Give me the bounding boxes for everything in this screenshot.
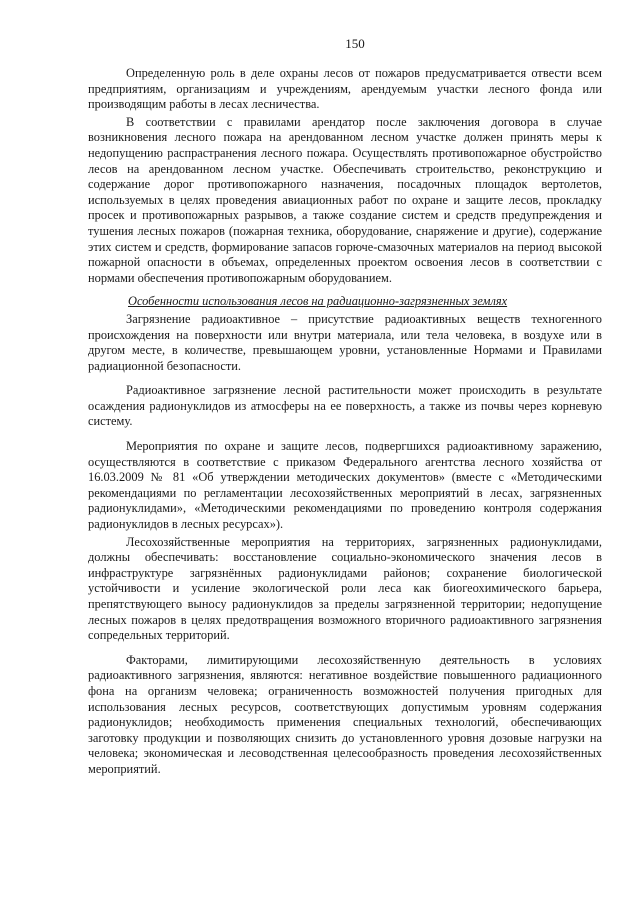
paragraph-contamination-sources: Радиоактивное загрязнение лесной растительности может происходить в результате осаждения радионуклидов из атмосферы на ее поверхность, а также из почвы через корневую систему. [88,383,602,429]
paragraph-limiting-factors: Факторами, лимитирующими лесохозяйственную деятельность в условиях радиоактивного загрязнения, являются: негативное воздействие повышенного радиационного фона на организм человека; ограниченность возможностей получения пригодных для использования лесных ресурсов, соответствующих допустимым уровням содержания радионуклидов; необходимость применения специальных технологий, обеспечивающих заготовку продукции и позволяющих снизить до установленного уровня дозовые нагрузки на человека; экономическая и лесоводственная целесообразность проведения лесохозяйственных мероприятий. [88,652,602,776]
paragraph-radioactive-definition: Загрязнение радиоактивное – присутствие радиоактивных веществ техногенного происхождения на поверхности или внутри материала, или тела человека, в воздухе или в другом месте, в количестве, превышающем уровни, установленные Нормами и Правилами радиационной безопасности. [88,311,602,373]
section-heading: Особенности использования лесов на радиационно-загрязненных землях [128,294,508,309]
paragraph-forestry-measures: Лесохозяйственные мероприятия на территориях, загрязненных радионуклидами, должны обеспечивать: восстановление социально-экономического значения лесов в инфраструктуре загрязнённых радионуклидами районов; сохранение биологической устойчивости и усиление экологической роли леса как биогеохимического барьера, препятствующего выносу радионуклидов за пределы загрязненной территории; недопущение лесных пожаров в целях предотвращения возможного вторичного радиоактивного загрязнения сопредельных территорий. [88,534,602,643]
paragraph-protection-measures: Мероприятия по охране и защите лесов, подвергшихся радиоактивному заражению, осуществляются в соответствие с приказом Федерального агентства лесного хозяйства от 16.03.2009 № 81 «Об утверждении методических документов» (вместе с «Методическими рекомендациями по регламентации лесохозяйственных мероприятий в лесах, загрязненных радионуклидами», «Методическими рекомендациями по проведению контроля содержания радионуклидов в лесных ресурсах»). [88,439,602,532]
paragraph-lessees-role: Определенную роль в деле охраны лесов от пожаров предусматривается отвести всем предприятиям, организациям и учреждениям, арендуемым участки лесного фонда или производящим работы в лесах лесничества. [88,66,602,112]
paragraph-lessee-obligations: В соответствии с правилами арендатор после заключения договора в случае возникновения лесного пожара на арендованном лесном участке должен принять меры к недопущению распрастранения лесного пожара. Осуществлять противопожарное обустройство лесов на арендованном лесном участке. Обеспечивать строительство, реконструкцию и содержание дорог противопожарного назначения, посадочных площадок вертолетов, используемых в целях проведения авиационных работ по охране и защите лесов, прокладку просек и противопожарных разрывов, а также создание систем и средств предупреждения и тушения лесных пожаров (пожарная техника, оборудование, снаряжение и другие), содержание этих систем и средств, формирование запасов горюче-смазочных материалов на период высокой пожарной опасности в объемах, определенных проектом освоения лесов в соответствии с нормами обеспечения противопожарным оборудованием. [88,114,602,285]
page-number: 150 [345,36,365,51]
